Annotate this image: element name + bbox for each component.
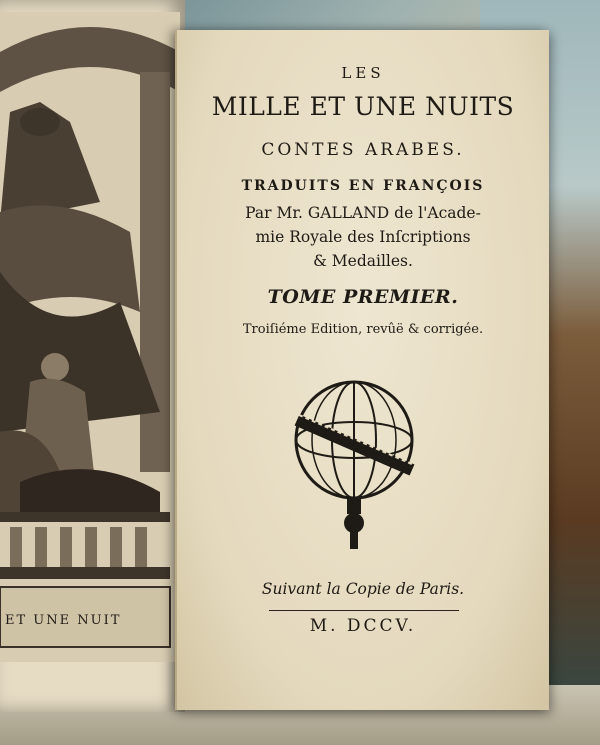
frontispiece-engraving: [0, 12, 180, 662]
publication-year: M. DCCV.: [309, 616, 417, 636]
imprint-line: Suivant la Copie de Paris.: [261, 580, 465, 598]
author-line-1: Par Mr. GALLAND de l'Acade-: [245, 204, 481, 222]
main-title: MILLE ET UNE NUITS: [211, 92, 515, 121]
edition-line: Troiſiéme Edition, revûë & corrigée.: [242, 322, 484, 337]
translation-line: TRADUITS EN FRANÇOIS: [241, 178, 485, 194]
frontispiece-page: [0, 0, 185, 712]
volume-label: TOME PREMIER.: [267, 286, 459, 308]
imprint-rule: [269, 610, 459, 611]
armillary-sphere-icon: [287, 375, 422, 555]
subtitle: CONTES ARABES.: [261, 140, 465, 160]
frontispiece-caption: ET UNE NUIT: [5, 613, 122, 628]
title-page: [175, 30, 549, 710]
author-line-3: & Medailles.: [313, 252, 413, 270]
author-line-2: mie Royale des Inſcriptions: [255, 228, 471, 246]
title-article: LES: [341, 64, 385, 82]
